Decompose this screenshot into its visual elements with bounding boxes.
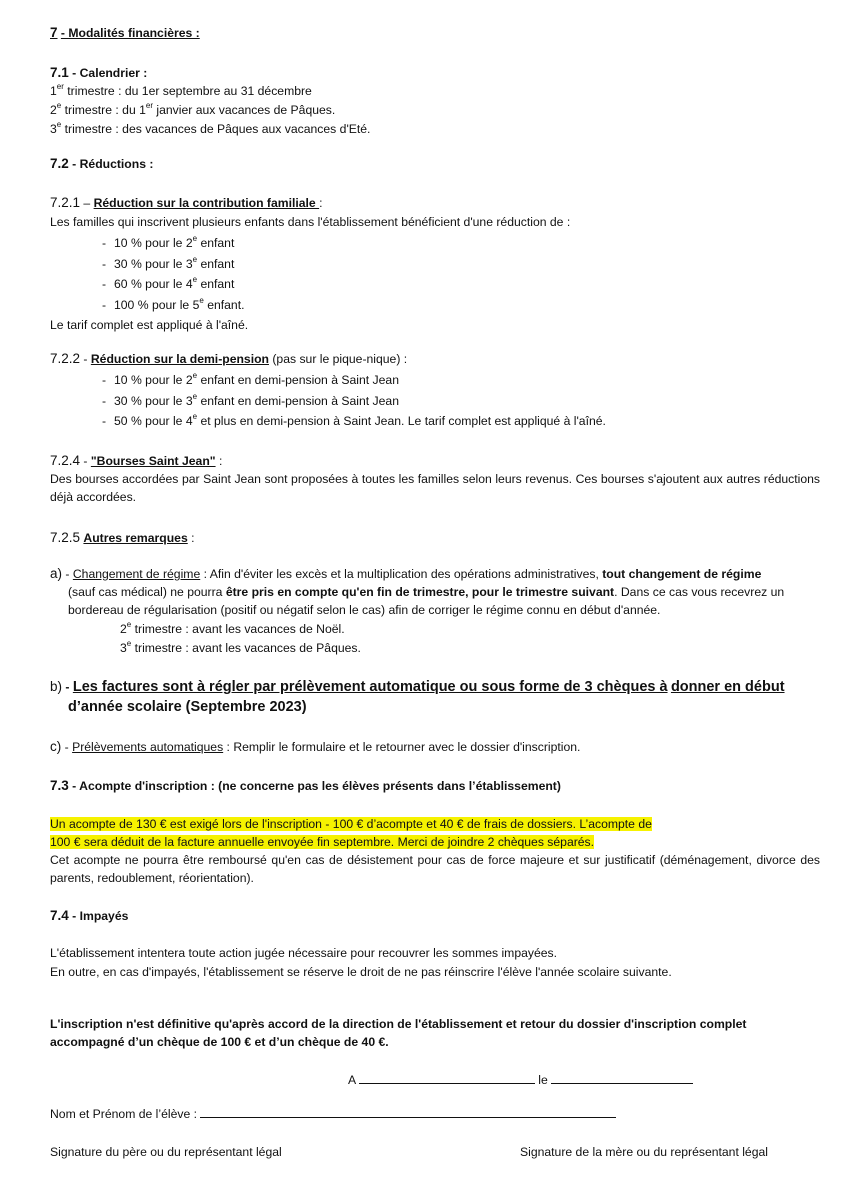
acompte-highlight-2 (50, 833, 594, 851)
text: 1 (50, 84, 57, 98)
text: trimestre : du 1er septembre au 31 décembre (63, 84, 312, 98)
text: 3 (50, 122, 57, 136)
impayes-line-1: L'établissement intentera toute action jugée nécessaire pour recouvrer les sommes impayées. (50, 946, 558, 960)
section-7-3-heading (50, 777, 561, 795)
section-title: - Impayés (72, 909, 129, 923)
sup: e (192, 391, 198, 401)
section-number: 7 (50, 25, 58, 40)
section-title: - Modalités financières : (60, 26, 200, 40)
place-date-line (348, 1071, 693, 1089)
dash: - (102, 257, 107, 271)
text: enfant (197, 277, 235, 291)
section-number: 7.2 (50, 156, 69, 171)
remark-a-term-1 (120, 620, 345, 638)
final-note-line-2: accompagné d’un chèque de 100 € et d’un chèque de 40 €. (50, 1035, 389, 1049)
acompte-highlight-1 (50, 815, 652, 833)
text: enfant en demi-pension à Saint Jean (197, 373, 399, 387)
section-title: Autres remarques (83, 531, 188, 545)
dash: - (102, 394, 107, 408)
text: trimestre : du 1 (61, 103, 146, 117)
text: 60 % pour le 4 (114, 277, 193, 291)
bold-text: être pris en compte qu'en fin de trimestre, pour le trimestre suivant (225, 585, 615, 599)
student-name-line (50, 1105, 616, 1123)
place-field[interactable] (359, 1071, 535, 1084)
remark-b-text: donner en début (670, 679, 785, 695)
section-title: Réduction sur la contribution familiale (93, 196, 320, 210)
highlighted-text: 100 € sera déduit de la facture annuelle envoyée fin septembre. Merci de joindre 2 chèques séparés. (50, 835, 595, 849)
section-number: 7.2.1 (50, 195, 81, 210)
section-title: - Réductions : (72, 157, 154, 171)
text: (sauf cas médical) ne pourra (68, 585, 226, 599)
reduction-intro: Les familles qui inscrivent plusieurs enfants dans l'établissement bénéficient d'une réduction de : (50, 215, 571, 229)
remark-b-text: Les factures sont à régler par prélèvement automatique ou sous forme de 3 chèques à (72, 679, 668, 695)
text: enfant. (203, 298, 245, 312)
reduction-outro: Le tarif complet est appliqué à l'aîné. (50, 318, 249, 332)
remark-a-line-2 (68, 583, 784, 601)
section-title: - Acompte d'inscription : (ne concerne pas les élèves présents dans l’établissement) (72, 779, 561, 793)
remark-b-text: d’année scolaire (Septembre 2023) (68, 699, 307, 715)
section-number: 7.2.5 (50, 530, 81, 545)
text: 10 % pour le 2 (114, 373, 193, 387)
sup: er (145, 100, 154, 110)
section-7-2-5-heading (50, 529, 195, 547)
section-number: 7.1 (50, 65, 69, 80)
remark-a-line-3: bordereau de régularisation (positif ou négatif selon le cas) afin de corriger le régime connu en début d'année. (68, 603, 661, 617)
student-name-field[interactable] (200, 1105, 616, 1118)
remark-letter: c) (50, 739, 62, 754)
sup: e (126, 638, 132, 648)
acompte-text: Cet acompte ne pourra être remboursé qu'en cas de désistement pour cas de force majeure et sur justificatif (déménagement, divorce des parents, redoublement, réorientation). (50, 853, 820, 885)
text: enfant (197, 257, 235, 271)
remark-letter: b) (50, 679, 63, 694)
section-number: 7.3 (50, 778, 69, 793)
sup: e (56, 119, 62, 129)
calendar-line-3 (50, 120, 370, 138)
sup: e (56, 100, 62, 110)
sup: e (192, 233, 198, 243)
section-7-2-1-heading (50, 194, 322, 212)
text: enfant en demi-pension à Saint Jean (197, 394, 399, 408)
signature-father-label: Signature du père ou du représentant légal (50, 1145, 282, 1159)
sup: e (192, 274, 198, 284)
remark-b-line-2 (68, 696, 307, 718)
place-label: A (348, 1073, 356, 1087)
remark-a-term-2 (120, 639, 361, 657)
text: 100 % pour le 5 (114, 298, 200, 312)
colon: : (319, 196, 323, 210)
section-7-2-4-heading (50, 452, 222, 470)
dash: - (62, 567, 73, 581)
text: 10 % pour le 2 (114, 236, 193, 250)
section-7-2-heading (50, 155, 153, 173)
text: 3 (120, 641, 127, 655)
text: trimestre : avant les vacances de Noël. (131, 622, 345, 636)
text: . Dans ce cas vous recevrez un (614, 585, 785, 599)
remark-c (50, 738, 580, 756)
text: 30 % pour le 3 (114, 257, 193, 271)
dash: - (102, 298, 107, 312)
bold-text: tout changement de régime (602, 567, 762, 581)
section-7-2-2-heading (50, 350, 407, 368)
section-number: 7.2.4 (50, 453, 81, 468)
sup: e (199, 295, 204, 305)
text: (pas sur le pique-nique) : (268, 352, 408, 366)
text: 50 % pour le 4 (114, 414, 193, 428)
section-title: Réduction sur la demi-pension (90, 352, 269, 366)
dash: - (102, 414, 107, 428)
text: trimestre : des vacances de Pâques aux vacances d'Eté. (61, 122, 371, 136)
text: 30 % pour le 3 (114, 394, 193, 408)
date-field[interactable] (551, 1071, 693, 1084)
remark-title: Prélèvements automatiques (72, 740, 224, 754)
dash: – (80, 196, 94, 210)
dash: - (61, 740, 73, 754)
dash: - (102, 277, 107, 291)
dash: - (102, 373, 107, 387)
dash: - (80, 352, 91, 366)
section-7-1-heading (50, 64, 147, 82)
section-title: - Calendrier : (72, 66, 148, 80)
date-label: le (538, 1073, 548, 1087)
text: : Afin d'éviter les excès et la multiplication des opérations administratives, (200, 567, 603, 581)
dash: - (102, 236, 107, 250)
sup: e (126, 619, 132, 629)
text: : Remplir le formulaire et le retourner avec le dossier d'inscription. (223, 740, 581, 754)
remark-title: Changement de régime (72, 567, 201, 581)
text: 2 (50, 103, 57, 117)
text: enfant (197, 236, 235, 250)
text: et plus en demi-pension à Saint Jean. Le tarif complet est appliqué à l'aîné. (197, 414, 606, 428)
bourses-text: Des bourses accordées par Saint Jean sont proposées à toutes les familles selon leurs revenus. Ces bourses s'ajoutent aux autres réductions déjà accordées. (50, 472, 820, 504)
calendar-line-2 (50, 101, 335, 119)
impayes-line-2: En outre, en cas d'impayés, l'établissement se réserve le droit de ne pas réinscrire l'élève l'année scolaire suivante. (50, 965, 672, 979)
remark-a-line-1 (50, 565, 761, 583)
text: janvier aux vacances de Pâques. (153, 103, 336, 117)
signature-mother-label: Signature de la mère ou du représentant légal (520, 1145, 768, 1159)
final-note-line-1: L'inscription n'est définitive qu'après accord de la direction de l'établissement et retour du dossier d'inscription complet (50, 1017, 747, 1031)
highlighted-text: Un acompte de 130 € est exigé lors de l'inscription - 100 € d’acompte et 40 € de frais de dossiers. L’acompte de (50, 817, 652, 831)
calendar-line-1 (50, 82, 312, 100)
text: trimestre : avant les vacances de Pâques. (131, 641, 361, 655)
dash: - (80, 454, 91, 468)
remark-letter: a) (50, 566, 63, 581)
section-title: "Bourses Saint Jean" (90, 454, 216, 468)
colon: : (215, 454, 223, 468)
sup: e (192, 370, 198, 380)
section-number: 7.2.2 (50, 351, 81, 366)
sup: e (192, 411, 198, 421)
sup: e (192, 254, 198, 264)
text: 2 (120, 622, 127, 636)
section-7-heading (50, 24, 200, 42)
student-name-label: Nom et Prénom de l’élève : (50, 1107, 197, 1121)
dash: - (62, 680, 73, 694)
section-7-4-heading (50, 907, 128, 925)
sup: er (56, 81, 64, 91)
section-number: 7.4 (50, 908, 69, 923)
remark-b-line-1 (50, 676, 785, 698)
colon: : (187, 531, 195, 545)
